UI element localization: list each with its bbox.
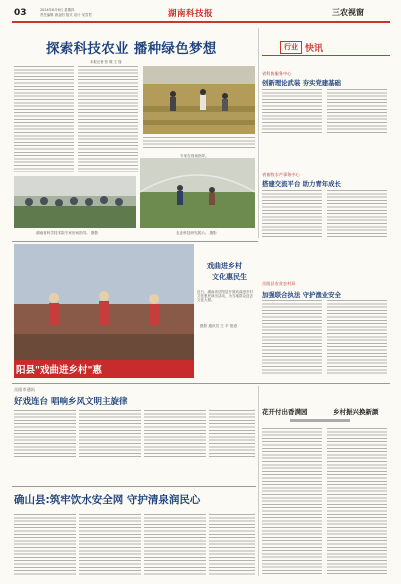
opera-side-title-1: 戏曲进乡村 — [207, 261, 242, 270]
express-2-text-a — [262, 190, 322, 238]
bottom-left-text-4 — [209, 410, 255, 458]
lead-caption-left: 湖南省科学技术院专家田间指导。 摄影 — [36, 231, 99, 235]
water-title: 确山县:筑牢饮水安全网 守护清泉润民心 — [14, 494, 201, 506]
bottom-left-text-2 — [79, 410, 141, 458]
express-2-kicker: 省畜牧水产事务中心 — [262, 172, 300, 177]
section-divider-2 — [12, 383, 390, 384]
express-1-title: 创新理论武装 夯实党建基础 — [262, 79, 341, 87]
lead-text-col-2 — [78, 66, 138, 172]
bottom-left-text-3 — [144, 410, 206, 458]
page-number: 03 — [14, 8, 27, 18]
opera-photo-credit: 摄影 通讯员 王 平 报道 — [200, 324, 237, 328]
lead-text-col-3 — [143, 137, 255, 149]
express-3-title: 加强联合执法 守护渔业安全 — [262, 291, 341, 299]
bottom-left-title: 好戏连台 唱响乡风文明主旋律 — [14, 397, 128, 407]
water-text-4 — [209, 514, 255, 576]
express-label-text: 快讯 — [305, 44, 324, 54]
lead-caption-right: 农业科技研究展示。 摄影 — [176, 231, 217, 235]
opera-banner-text: 阳县"戏曲进乡村"惠 — [16, 365, 102, 376]
lead-photo-field — [143, 66, 255, 134]
express-3-kicker: 岳阳县农业农村局 — [262, 281, 296, 286]
date-line: 2024年6月6日 星期四 — [40, 8, 75, 12]
opera-photo — [14, 244, 194, 378]
express-2-title: 搭建交流平台 助力青年成长 — [262, 180, 341, 188]
bottom-right-title-1: 花开付出香满园 — [262, 408, 308, 416]
opera-caption: 近日，湖南省岳阳县开展戏曲进乡村文化惠民演出活动，为当地群众送去文化大餐。 — [197, 290, 253, 303]
lead-byline: 本报记者 张 敬 王 翔 — [90, 60, 122, 64]
bottom-right-text-2 — [327, 428, 387, 576]
express-1-text-b — [327, 89, 387, 135]
editor-line: 责任编辑 唐金阳 版式 设计 吴雪君 — [40, 13, 92, 17]
express-2-text-b — [327, 190, 387, 238]
column-divider — [258, 28, 259, 238]
section-name: 三农视窗 — [332, 8, 364, 17]
express-label-box: 行业 — [280, 41, 302, 54]
water-text-1 — [14, 514, 76, 576]
bottom-right-text-1 — [262, 428, 322, 576]
bottom-left-text-1 — [14, 410, 76, 458]
masthead-rule — [12, 21, 390, 23]
section-divider-3 — [12, 486, 256, 487]
lead-photo-greenhouse — [140, 158, 255, 228]
lead-text-col-1 — [14, 66, 74, 172]
express-3-text-a — [262, 300, 322, 376]
express-1-text-a — [262, 89, 322, 135]
lead-caption-mid: 专家在现场指导。 — [180, 154, 209, 158]
express-rule — [262, 55, 390, 56]
water-text-2 — [79, 514, 141, 576]
lead-photo-crowd — [14, 176, 136, 228]
bottom-left-kicker: 岳阳市通讯 — [14, 387, 35, 392]
express-3-text-b — [327, 300, 387, 376]
express-1-kicker: 省科协服务中心 — [262, 71, 292, 76]
lead-title: 探索科技农业 播种绿色梦想 — [46, 41, 217, 57]
water-text-3 — [144, 514, 206, 576]
bottom-right-title-2: 乡村振兴换新颜 — [333, 408, 379, 416]
column-divider-bottom — [258, 386, 259, 576]
section-divider-1 — [12, 241, 258, 242]
bottom-right-byline — [290, 419, 350, 422]
opera-side-title-2: 文化惠民生 — [212, 272, 247, 281]
masthead-logo: 湖南科技报 — [168, 9, 214, 19]
